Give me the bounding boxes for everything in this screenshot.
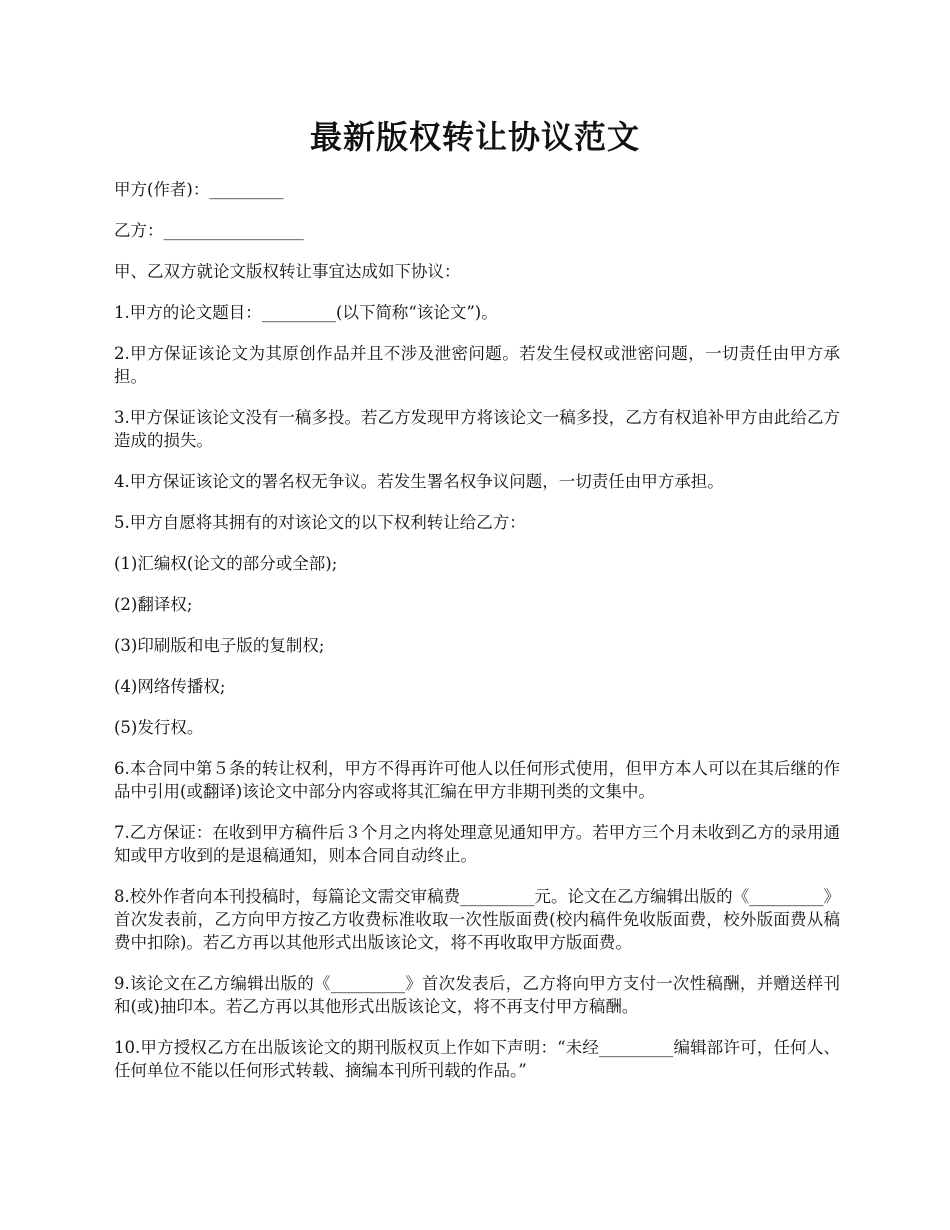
agreement-intro: 甲、乙双方就论文版权转让事宜达成如下协议： — [114, 262, 461, 281]
party-a-line: 甲方(作者)：_________ — [114, 180, 284, 199]
clause-4: 4.甲方保证该论文的署名权无争议。若发生署名权争议问题，一切责任由甲方承担。 — [114, 472, 724, 491]
clause-7: 7.乙方保证：在收到甲方稿件后３个月之内将处理意见通知甲方。若甲方三个月未收到乙方的录用通知或甲方收到的是退稿通知，则本合同自动终止。 — [114, 823, 840, 865]
clause-8: 8.校外作者向本刊投稿时，每篇论文需交审稿费_________元。论文在乙方编辑出版的《_________》首次发表前，乙方向甲方按乙方收费标准收取一次性版面费(校内稿件免收版面费，校外版面费从稿费中扣除)。若乙方再以其他形式出版该论文，将不再收取甲方版面费。 — [114, 887, 840, 952]
clause-2: 2.甲方保证该论文为其原创作品并且不涉及泄密问题。若发生侵权或泄密问题，一切责任由甲方承担。 — [114, 344, 840, 386]
clause-5-item-4: (4)网络传播权; — [114, 677, 226, 696]
document-body — [114, 178, 840, 1100]
clause-5-item-2: (2)翻译权; — [114, 595, 193, 614]
clause-6: 6.本合同中第５条的转让权利，甲方不得再许可他人以任何形式使用，但甲方本人可以在其后继的作品中引用(或翻译)该论文中部分内容或将其汇编在甲方非期刊类的文集中。 — [114, 759, 840, 801]
clause-1: 1.甲方的论文题目：_________(以下简称“该论文”)。 — [114, 303, 498, 322]
clause-5-item-3: (3)印刷版和电子版的复制权; — [114, 636, 325, 655]
party-b-line: 乙方：_________________ — [114, 221, 304, 240]
clause-5-item-1: (1)汇编权(论文的部分或全部); — [114, 554, 338, 573]
clause-3: 3.甲方保证该论文没有一稿多投。若乙方发现甲方将该论文一稿多投，乙方有权追补甲方由此给乙方造成的损失。 — [114, 408, 840, 450]
clause-9: 9.该论文在乙方编辑出版的《_________》首次发表后，乙方将向甲方支付一次性稿酬，并赠送样刊和(或)抽印本。若乙方再以其他形式出版该论文，将不再支付甲方稿酬。 — [114, 974, 840, 1016]
clause-5: 5.甲方自愿将其拥有的对该论文的以下权利转让给乙方： — [114, 513, 526, 532]
document-title: 最新版权转让协议范文 — [309, 118, 640, 156]
clause-5-item-5: (5)发行权。 — [114, 718, 204, 737]
clause-10: 10.甲方授权乙方在出版该论文的期刊版权页上作如下声明：“未经_________编辑部许可，任何人、任何单位不能以任何形式转载、摘编本刊所刊载的作品。” — [114, 1038, 840, 1080]
